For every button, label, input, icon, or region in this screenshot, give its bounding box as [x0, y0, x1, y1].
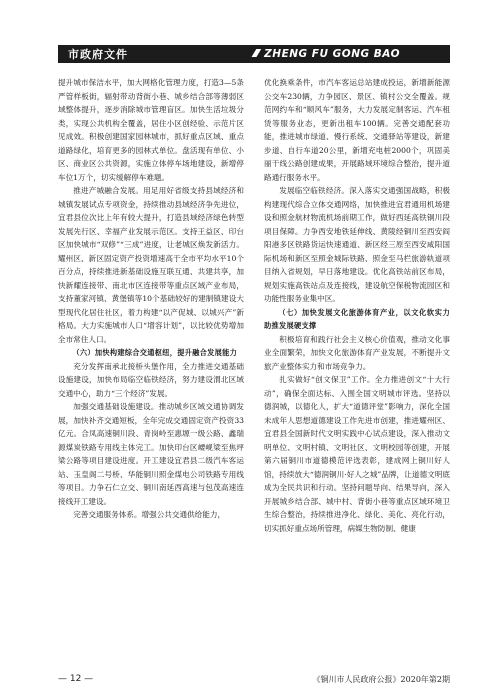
journal-name-text: ZHENG FU GONG BAO — [264, 48, 400, 60]
page-footer — [58, 672, 450, 686]
paragraph: 充分发挥南承北接桥头堡作用，全力推进交通基础设施建设，加快布局临空临铁经济，努力建设渭北区域交通中心，助力“三个经济”发展。 — [58, 361, 244, 398]
page-header — [58, 45, 450, 63]
left-column — [58, 76, 244, 668]
paragraph: 完善交通服务体系。增强公共交通供给能力， — [73, 510, 226, 519]
issue-label: 《铜川市人民政府公报》2020年第2期 — [312, 674, 450, 684]
paragraph: 优化换乘条件，市汽车客运总站建成投运，新增新能源公交车230辆，力争园区、景区、镇村公交全覆盖。规范网约车和“顺风车”服务，大力发展定制客运、汽车租赁等服务业态，更新出租车100辆。完善交通配套功能，推进城市绿道、慢行系统、交通驿站等建设，新建步道、自行车道20公里，新增充电桩2000个，巩固美丽干线公路创建成果，开展路域环境综合整治，提升道路通行服务水平。 — [264, 78, 450, 182]
paragraph: 扎实做好“创文保卫”工作。全力推进创文“十大行动”，确保全面达标、入围全国文明城市评选。坚持以德润城，以德化人，扩大“道德评堂”影响力，深化全国未成年人思想道德建设工作先进市创建，推进耀州区、宜君县全国新时代文明实践中心试点建设，深入推动文明单位、文明村镇、文明社区、文明校园等创建，开展第六届铜川市道德模范评选表彰，建成网上铜川好人馆，持续放大“德润铜川·好人之城”品牌，让道德文明底成为全民共识和行动。坚持问题导向、结果导向，深入开展城乡结合部、城中村、背街小巷等重点区域环境卫生综合整治，持续推进净化、绿化、美化、亮化行动，切实抓好重点场所管理，病媒生物防制、健康 — [264, 375, 450, 533]
subsection-heading: （六）加快构建综合交通枢纽，提升融合发展能力 — [72, 348, 238, 357]
article-body — [58, 76, 450, 668]
paragraph: 加强交通基础设施建设。推动城乡区域交通协调发展，加快补齐交通短板，全年完成交通固定资产投资33亿元。合凤高速铜川段、青岗岭至惠塬一级公路、鑫瑞源煤炭铁路专用线主体完工。加快印台区崾岘梁至焦坪梁公路等项目建设进度。开工建设宜君县二级汽车客运站、玉皇阁二号桥、华能铜川照金煤电公司铁路专用线等项目。力争石仁立交、铜川南延西高速与包茂高速连接线开工建设。 — [58, 402, 244, 506]
slash-ornament: ⁄⁄⁄⁄⁄⁄ — [253, 48, 259, 60]
right-column — [264, 76, 450, 668]
paragraph: 发展临空临铁经济。深入落实交通强国战略，积极构建现代综合立体交通网络，加快推进宜君通用机场建设和照金航材物流机场前期工作，做好西延高铁铜川段项目保障。力争西安地铁延伸线、黄陵经铜川至西安阎阳港多区铁路货运快速通道、新区经三原至西安咸阳国际机场和新区至照金城际铁路、照金至马栏旅游轨道项目纳入省规划，早日落地建设。优化高铁站前区布局，规划实施高铁站点及连接线，建设航空保税物流园区和功能性服务业集中区。 — [264, 186, 450, 303]
journal-name — [254, 48, 400, 60]
paragraph: 提升城市保洁水平，加大网格化管理力度，打造3—5条严管样板街，辐射带动背街小巷、城乡结合部等薄弱区域整体提升，逐步消除城市管理盲区。加快生活垃圾分类，实现公共机构全覆盖，居住小区创经验、示范片区见成效。积极创建国家园林城市，抓好重点区域、重点道路绿化，培育更多的园林式单位。盘活现有单位、小区、商业区公共资源，实施立体停车场地建设，新增停车位1万个，切实缓解停车难题。 — [58, 78, 244, 182]
subsection-heading: （七）加快发展文化旅游体育产业，以文化软实力助推发展硬支撑 — [264, 307, 450, 330]
page-number: — 12 — — [58, 674, 94, 684]
paragraph: 积极培育和践行社会主义核心价值观，推动文化事业全面繁荣，加快文化旅游体育产业发展，不断提升文旅产业整体实力和市场竞争力。 — [264, 334, 450, 371]
section-title: 市政府文件 — [68, 48, 128, 61]
paragraph: 推进产城融合发展。用足用好省级支持县域经济和城镇发展试点专项资金，持续推动县域经济争先进位，宜君县位次比上年有较大提升，打造县域经济绿色转型发展先行区、幸福产业发展示范区。支持王益区、印台区加快城市“双修”“三成”进度，让老城区焕发新活力。耀州区、新区固定资产投资增速高于全市平均水平10个百分点，持续推进新基础设施互联互通、共建共享，加快新耀连接带、南北市区连接带等重点区域产业布局，支持董家河镇、黄堡镇等10个基础较好的建制镇建设大型现代化居住社区，着力构建“以产促城、以城兴产”新格局。大力实施城市人口“增容计划”，以比较优势增加全市常住人口。 — [58, 186, 244, 344]
